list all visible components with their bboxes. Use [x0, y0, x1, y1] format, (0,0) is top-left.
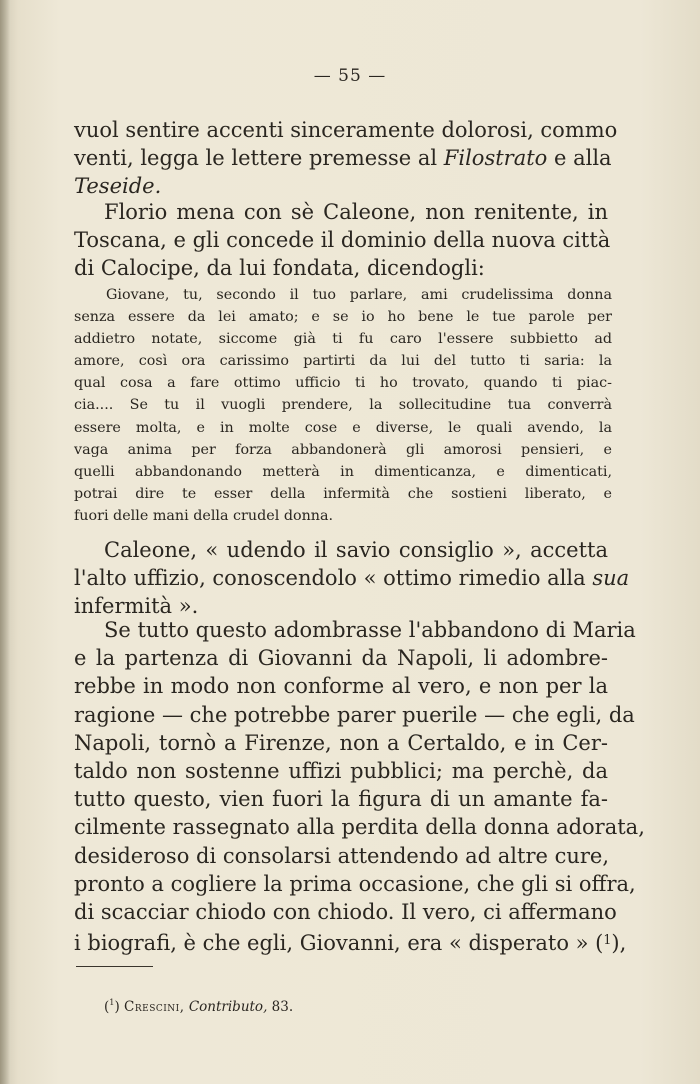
footnote-author: Crescini,	[124, 999, 185, 1015]
footnote-marker: 1	[109, 997, 115, 1007]
block-quote	[74, 284, 612, 527]
text-line: ragione — che potrebbe parer puerile — che egli, da	[74, 702, 635, 727]
footnote-ref: 1	[603, 932, 612, 948]
footnote-divider	[76, 966, 153, 967]
text-line: Caleone, « udendo il savio consiglio », accetta	[104, 538, 608, 562]
text-line: e la partenza di Giovanni da Napoli, li adombre-	[74, 646, 608, 671]
work-title: Filostrato	[443, 146, 548, 171]
text-line: desideroso di consolarsi attendendo ad altre cure,	[74, 843, 610, 868]
emphasis: sua	[592, 566, 630, 591]
quote-line: amore, così ora carissimo partirti da lui del tutto ti saria: la	[74, 353, 612, 370]
quote-line: quelli abbandonando metterà in dimenticanza, e dimenticati,	[74, 463, 612, 480]
text-line: cilmente rassegnato alla perdita della donna adorata,	[74, 815, 645, 840]
quote-line: Giovane, tu, secondo il tuo parlare, ami crudelissima donna	[106, 287, 612, 303]
text-line: taldo non sostenne uffizi pubblici; ma perchè, da	[74, 759, 608, 784]
quote-line: potrai dire te esser della infermità che sostieni liberato, e	[74, 485, 612, 502]
quote-line: vaga anima per forza abbandonerà gli amorosi pensieri, e	[74, 441, 612, 458]
footnote: ($^1$) Crescini, Contributo, 83.	[104, 997, 294, 1015]
text-line: vuol sentire accenti sinceramente dolorosi, commo	[74, 118, 618, 142]
quote-line: senza essere da lei amato; e se io ho bene le tue parole per	[74, 309, 612, 326]
quote-line: qual cosa a fare ottimo ufficio ti ho trovato, quando ti piac-	[74, 375, 612, 392]
footnote-title: Contributo,	[188, 999, 268, 1015]
text-line	[74, 172, 608, 200]
text-line: venti, legga le lettere premesse al Filostrato e alla	[74, 146, 612, 171]
paragraph-florio	[74, 198, 611, 283]
text-line: pronto a cogliere la prima occasione, che gli si offra,	[74, 871, 636, 896]
text-line: i biografi, è che egli, Giovanni, era « disperato » ($^1$),	[74, 931, 627, 956]
paragraph-continuation	[74, 116, 618, 201]
quote-line: essere molta, e in molte cose e diverse, le quali avendo, la	[74, 419, 612, 436]
text-line: tutto questo, vien fuori la figura di un amante fa-	[74, 787, 608, 812]
text-line: l'alto uffizio, conoscendolo « ottimo rimedio alla sua	[74, 566, 630, 591]
text-line: Florio mena con sè Caleone, non renitente, in	[104, 200, 608, 224]
quote-line: addietro notate, siccome già ti fu caro l'essere subbietto ad	[74, 331, 612, 348]
quote-line: fuori delle mani della crudel donna.	[74, 507, 334, 524]
paragraph-main	[74, 616, 645, 957]
text-line: rebbe in modo non conforme al vero, e non per la	[74, 674, 608, 699]
text-line: di scacciar chiodo con chiodo. Il vero, ci affermano	[74, 900, 617, 925]
text-line: Napoli, tornò a Firenze, non a Certaldo, e in Cer-	[74, 730, 608, 755]
footnote-page: 83.	[271, 999, 294, 1015]
page-number: — 55 —	[313, 66, 387, 86]
text-line: infermità ».	[74, 594, 199, 619]
text-line: di Calocipe, da lui fondata, dicendogli:	[74, 256, 485, 281]
work-title: Teseide.	[74, 174, 162, 199]
text-line: Toscana, e gli concede il dominio della nuova città	[74, 228, 611, 253]
binding-shadow	[0, 0, 10, 1084]
quote-line: cia.... Se tu il vuogli prendere, la sollecitudine tua converrà	[74, 397, 612, 414]
paragraph-caleone	[74, 536, 630, 621]
text-line: Se tutto questo adombrasse l'abbandono di Maria	[104, 618, 636, 642]
